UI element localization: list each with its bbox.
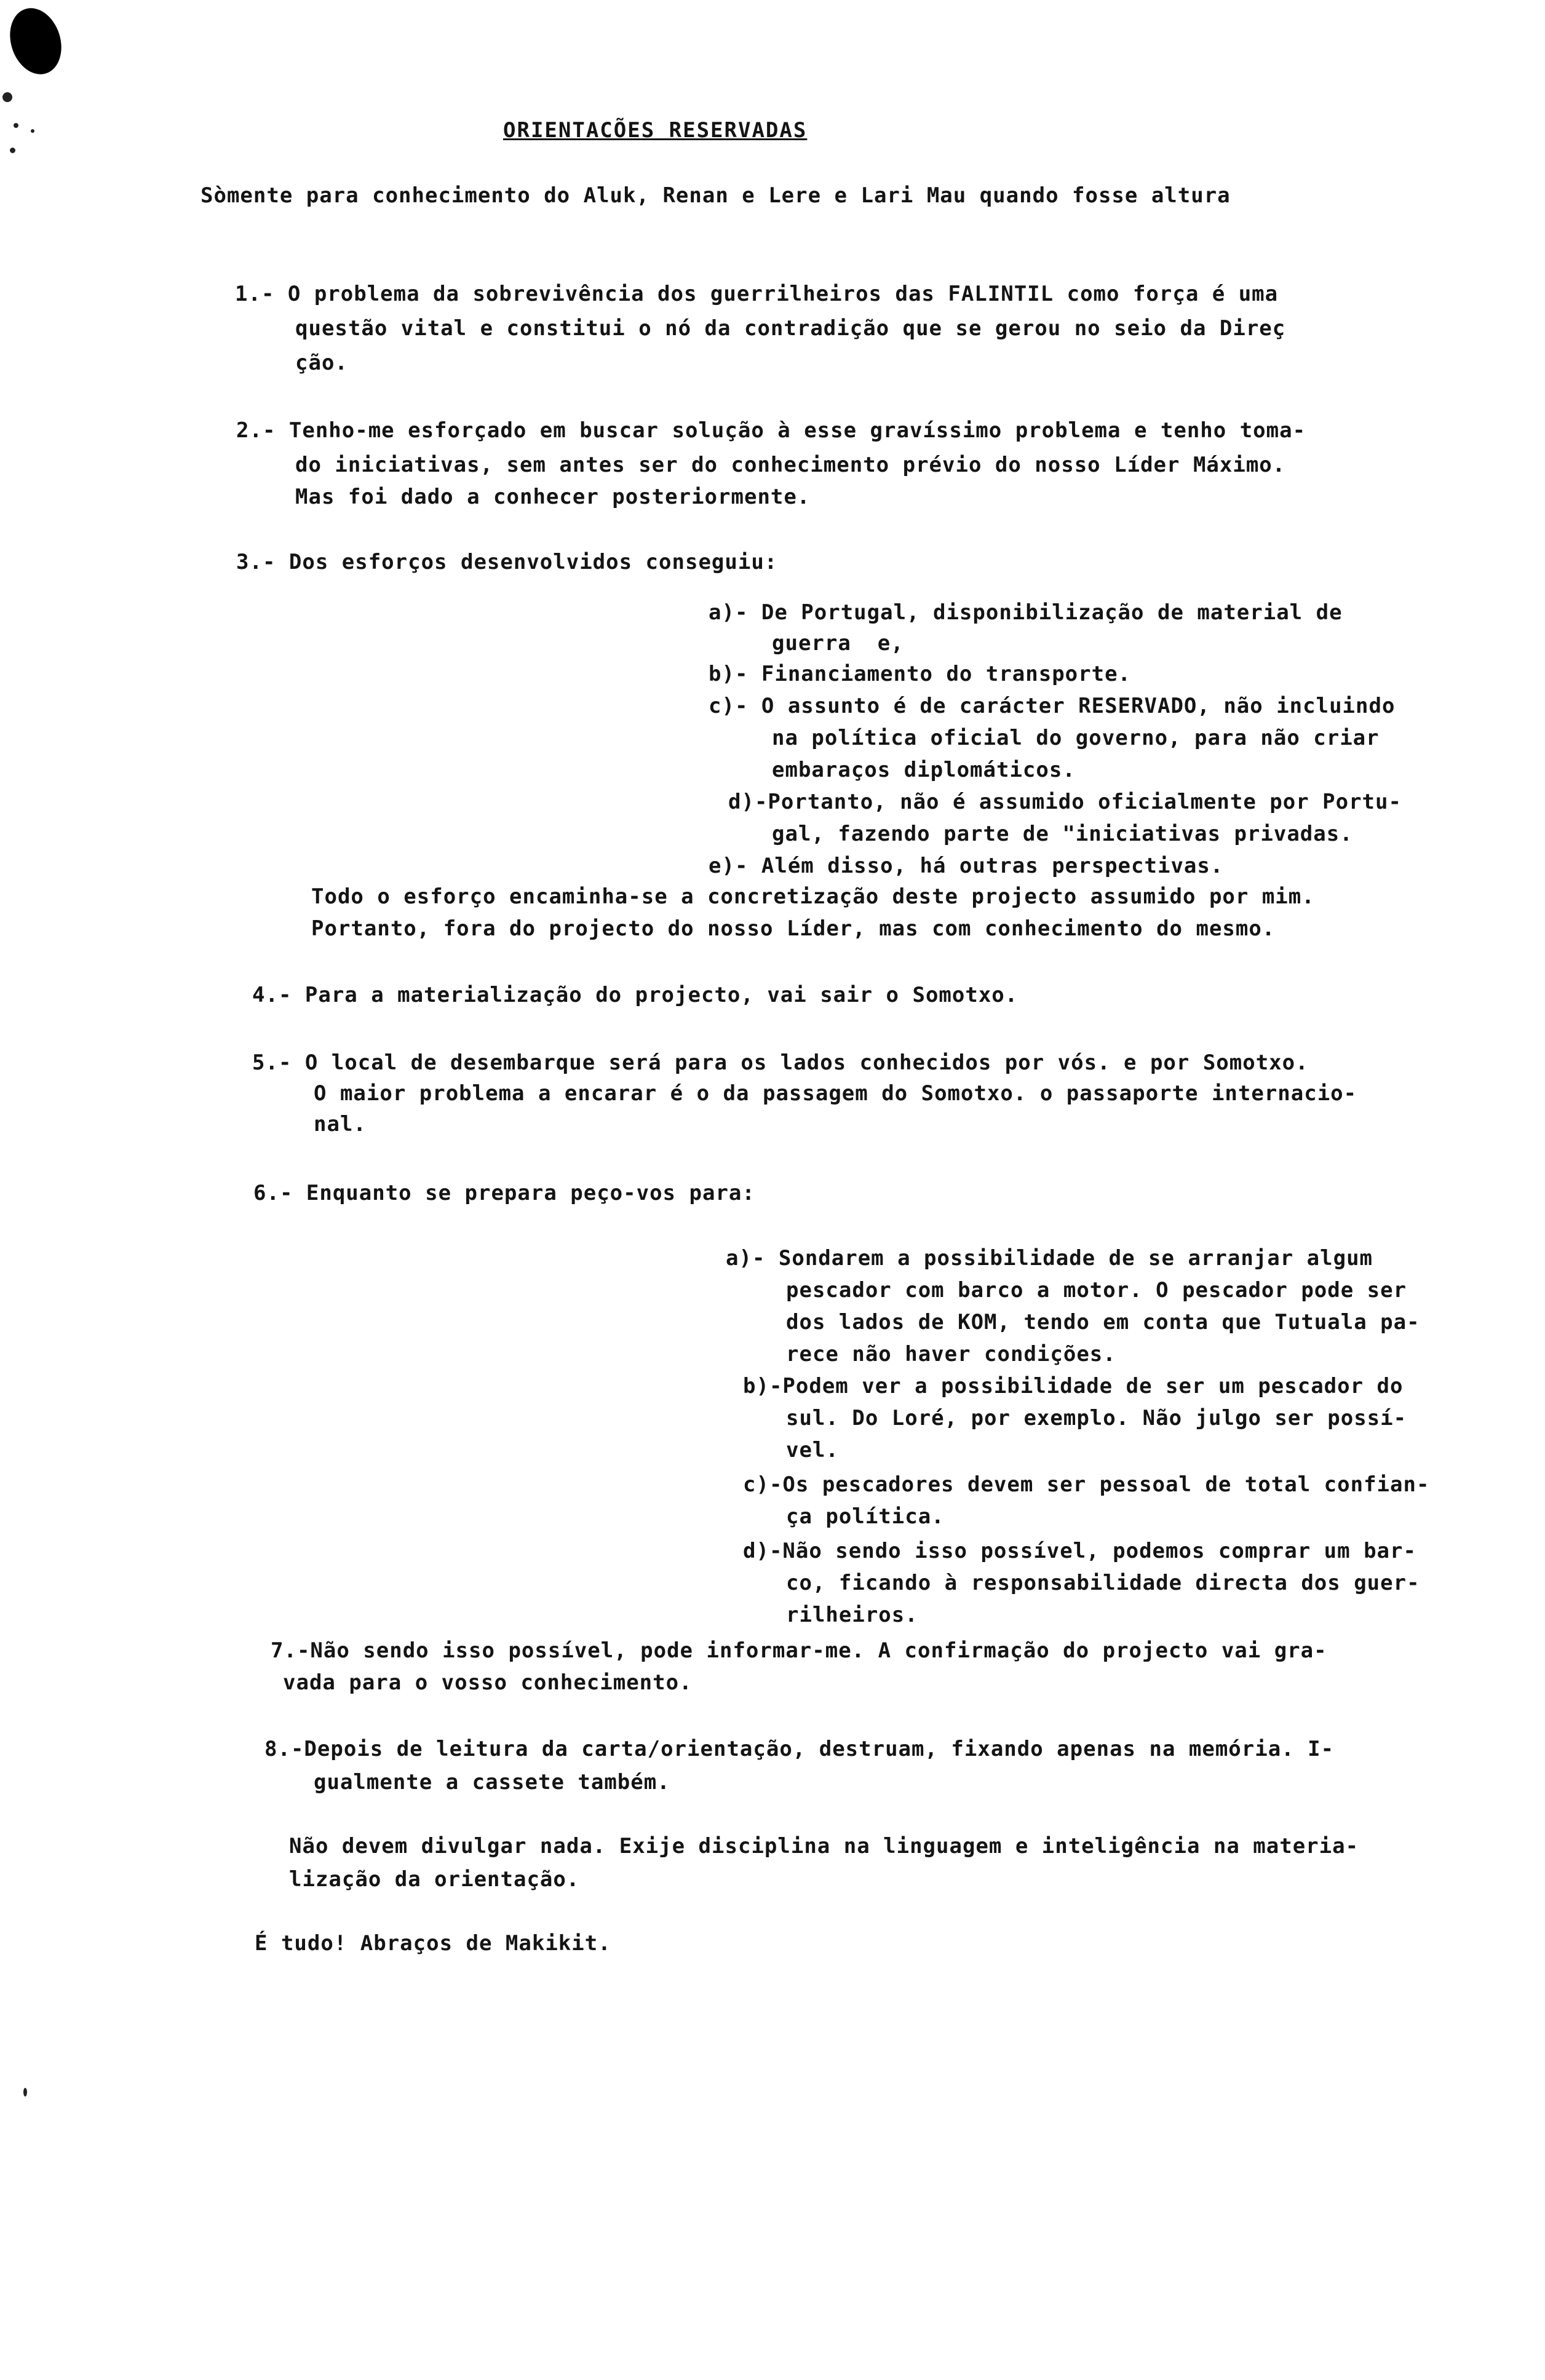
paragraph-6-intro: 6.- Enquanto se prepara peço-vos para: [253,1181,755,1205]
addressee-line: Sòmente para conhecimento do Aluk, Renan e Lere e Lari Mau quando fosse altura [201,183,1231,208]
list-item: b)- Financiamento do transporte. [709,662,1132,686]
paragraph-5-line: nal. [314,1112,367,1136]
list-item: ça política. [786,1504,945,1529]
paragraph-2-line: 2.- Tenho-me esforçado em buscar solução à esse gravíssimo problema e tenho toma- [236,418,1306,443]
ink-speck [10,148,15,153]
paragraph-2-line: Mas foi dado a conhecer posteriormente. [295,485,811,509]
paragraph-1-line: 1.- O problema da sobrevivência dos guerrilheiros das FALINTIL como força é uma [235,282,1279,306]
closing-line: É tudo! Abraços de Makikit. [255,1931,611,1956]
list-item: a)- Sondarem a possibilidade de se arranjar algum [726,1246,1373,1271]
paragraph-1-line: questão vital e constitui o nó da contradição que se gerou no seio da Direç [295,316,1286,341]
paragraph-1-line: ção. [295,351,348,375]
paragraph-9-line: lização da orientação. [289,1867,580,1892]
list-item: a)- De Portugal, disponibilização de material de [709,600,1343,625]
list-item: embaraços diplomáticos. [772,758,1076,782]
list-item: gal, fazendo parte de "iniciativas privadas. [772,822,1353,846]
list-item: d)-Não sendo isso possível, podemos comprar um bar- [743,1539,1416,1563]
list-item: guerra e, [772,631,904,656]
paragraph-5-line: O maior problema a encarar é o da passagem do Somotxo. o passaporte internacio- [314,1081,1357,1106]
paragraph-2-line: do iniciativas, sem antes ser do conhecimento prévio do nosso Líder Máximo. [295,453,1286,477]
paragraph-7-line: 7.-Não sendo isso possível, pode informar-me. A confirmação do projecto vai gra- [271,1638,1327,1663]
list-item: e)- Além disso, há outras perspectivas. [709,854,1224,878]
list-item: c)- O assunto é de carácter RESERVADO, não incluindo [709,694,1396,718]
list-item: b)-Podem ver a possibilidade de ser um pescador do [743,1374,1404,1398]
paragraph-4: 4.- Para a materialização do projecto, vai sair o Somotxo. [252,983,1019,1007]
paragraph-3-intro: 3.- Dos esforços desenvolvidos conseguiu: [236,550,778,574]
list-item: vel. [786,1438,839,1462]
ink-speck [2,92,12,102]
paragraph-3-close: Todo o esforço encaminha-se a concretização deste projecto assumido por mim. [311,884,1315,909]
list-item: d)-Portanto, não é assumido oficialmente por Portu- [728,790,1402,814]
ink-blot [2,1,70,81]
list-item: dos lados de KOM, tendo em conta que Tutuala pa- [786,1310,1420,1335]
paragraph-8-line: gualmente a cassete também. [314,1770,670,1795]
document-title: ORIENTACÕES RESERVADAS [503,118,808,143]
paragraph-3-close: Portanto, fora do projecto do nosso Líder, mas com conhecimento do mesmo. [311,916,1276,941]
paragraph-9-line: Não devem divulgar nada. Exije disciplina na linguagem e inteligência na materia- [289,1834,1359,1858]
list-item: co, ficando à responsabilidade directa dos guer- [786,1571,1420,1595]
list-item: c)-Os pescadores devem ser pessoal de total confian- [743,1472,1430,1497]
ink-speck [14,123,18,128]
paragraph-5-line: 5.- O local de desembarque será para os lados conhecidos por vós. e por Somotxo. [252,1050,1309,1075]
ink-speck [23,2088,27,2096]
list-item: rece não haver condições. [786,1342,1116,1367]
list-item: pescador com barco a motor. O pescador pode ser [786,1278,1407,1303]
list-item: rilheiros. [786,1603,918,1627]
paragraph-8-line: 8.-Depois de leitura da carta/orientação, destruam, fixando apenas na memória. I- [264,1737,1335,1761]
list-item: sul. Do Loré, por exemplo. Não julgo ser possí- [786,1406,1407,1430]
ink-speck [31,129,34,133]
list-item: na política oficial do governo, para não criar [772,726,1380,750]
paragraph-7-line: vada para o vosso conhecimento. [283,1670,693,1695]
